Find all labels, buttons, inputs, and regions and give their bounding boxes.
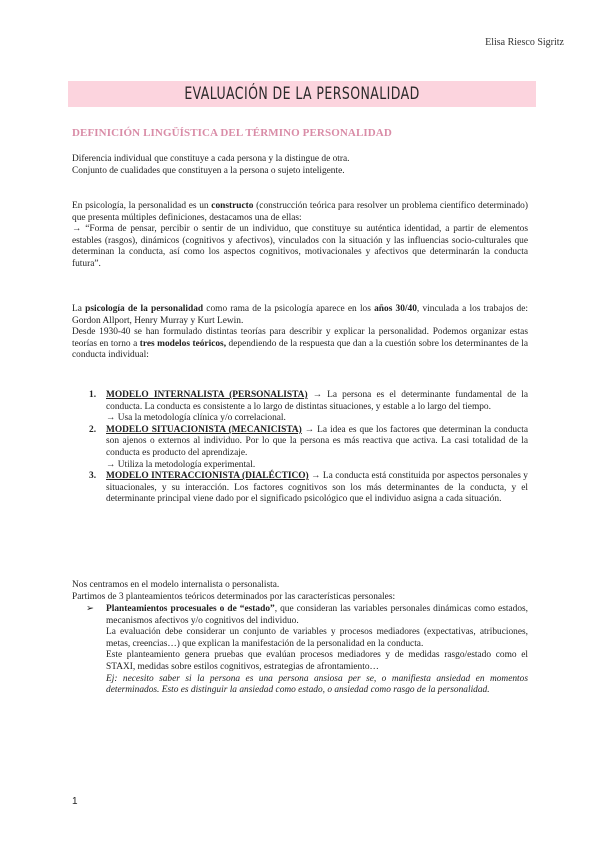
- page-number: 1: [72, 796, 78, 807]
- definition-block: [72, 201, 528, 271]
- author-name: Elisa Riesco Sigritz: [485, 37, 564, 48]
- history-text: La: [72, 304, 86, 314]
- focus-line-1: Nos centramos en el modelo internalista o personalista.: [72, 580, 280, 590]
- model-description: → La idea es que los factores que determinan la conducta son ajenos o externos al individuo. Por lo que la persona es más reactiva que activa. La casi totalidad de la conducta es producto del aprendizaje.: [106, 424, 529, 458]
- approach-example: Ej: necesito saber si la persona es una persona ansiosa per se, o manifiesta ansiedad en momentos determinados. Esto es distinguir la ansiedad como estado, o ansiedad como rasgo de la personalidad.: [106, 673, 528, 696]
- models-list: [72, 390, 528, 506]
- approach-text: , que consideran las variables personales dinámicas como estados, mecanismos afectivos y/o cognitivos del individuo.: [106, 604, 528, 626]
- model-methodology: → Utiliza la metodología experimental.: [106, 459, 256, 470]
- history-text: como rama de la psicología aparece en los: [203, 304, 375, 314]
- model-number: 3.: [89, 471, 97, 482]
- intro-line-2: Conjunto de cualidades que constituyen a la persona o sujeto inteligente.: [72, 165, 345, 176]
- history-paragraph-2: [72, 327, 528, 362]
- model-sub-2: [72, 460, 528, 472]
- section-heading: DEFINICIÓN LINGÜÍSTICA DEL TÉRMINO PERSONALIDAD: [72, 127, 392, 139]
- definition-bold-term: constructo: [211, 201, 254, 211]
- model-number: 1.: [89, 390, 97, 400]
- model-item-1: [72, 390, 528, 413]
- history-block: [72, 304, 528, 362]
- focus-line-2: Partimos de 3 planteamientos teóricos determinados por las características personales:: [72, 591, 396, 602]
- history-bold: psicología de la personalidad: [85, 304, 204, 314]
- definition-text-post: (construcción teórica para resolver un problema científico determinado) que presenta múltiples definiciones, destacamos una de ellas:: [72, 201, 528, 223]
- history-text: dependiendo de la respuesta que dan a la cuestión sobre los determinantes de la conducta individual:: [72, 338, 528, 361]
- model-title: MODELO SITUACIONISTA (MECANICISTA): [106, 424, 302, 435]
- approach-item: [72, 604, 528, 697]
- model-item-2: [72, 425, 528, 460]
- approach-list: [72, 604, 528, 697]
- model-title: MODELO INTERNALISTA (PERSONALISTA): [106, 390, 308, 400]
- page-title: EVALUACIÓN DE LA PERSONALIDAD: [184, 84, 420, 104]
- model-title: MODELO INTERACCIONISTA (DIALÉCTICO): [106, 471, 309, 482]
- model-description: → La conducta está constituida por aspectos personales y situacionales, y su interacción. Los factores cognitivos son los más determinantes de la conducta, y el determinante principal viene dado por el significado psicológico que el individuo asigna a cada situación.: [106, 471, 528, 505]
- definition-quote: → “Forma de pensar, percibir o sentir de un individuo, que constituye su auténtica identidad, a partir de elementos estables (rasgos), dinámicos (cognitivos y afectivos), vinculados con la situación y las influencias socio-culturales que determinan la conducta, así como los aspectos cognitivos, motivacionales y afectivos que determinarán la conducta futura”.: [72, 224, 528, 269]
- model-methodology: → Usa la metodología clínica y/o correlacional.: [106, 413, 286, 424]
- intro-line-1: Diferencia individual que constituye a cada persona y la distingue de otra.: [72, 154, 350, 164]
- history-bold: tres modelos teóricos,: [139, 338, 227, 349]
- model-number: 2.: [89, 424, 97, 435]
- model-sub-1: [72, 413, 528, 425]
- model-item-3: [72, 471, 528, 506]
- history-paragraph-1: [72, 304, 528, 327]
- approach-paragraph-2: La evaluación debe considerar un conjunto de variables y procesos mediadores (expectativas, atribuciones, metas, creencias…) que explican la manifestación de la personalidad en la conducta.: [106, 627, 528, 649]
- approach-title: Planteamientos procesuales o de “estado”: [106, 604, 275, 614]
- history-bold: años 30/40: [374, 304, 417, 314]
- history-text: , vinculada a los trabajos de: Gordon Allport, Henry Murray y Kurt Lewin.: [72, 304, 528, 326]
- definition-paragraph: [72, 201, 528, 224]
- intro-block: [72, 154, 528, 177]
- focus-block: [72, 580, 528, 603]
- model-description: → La persona es el determinante fundamental de la conducta. La conducta es consistente a lo largo de distintas situaciones, y estable a lo largo del tiempo.: [106, 390, 528, 412]
- approach-paragraph-3: Este planteamiento genera pruebas que evalúan procesos mediadores y de medidas rasgo/estado como el STAXI, medidas sobre estilos cognitivos, estrategias de afrontamiento…: [106, 650, 528, 672]
- arrow-bullet-icon: ➢: [86, 604, 94, 614]
- title-banner: [68, 81, 536, 107]
- definition-text-pre: En psicología, la personalidad es un: [72, 201, 212, 211]
- history-text: Desde 1930-40 se han formulado distintas teorías para describir y explicar la personalidad. Podemos organizar estas teorías en torno a: [72, 327, 528, 349]
- approach-intro: [106, 604, 528, 627]
